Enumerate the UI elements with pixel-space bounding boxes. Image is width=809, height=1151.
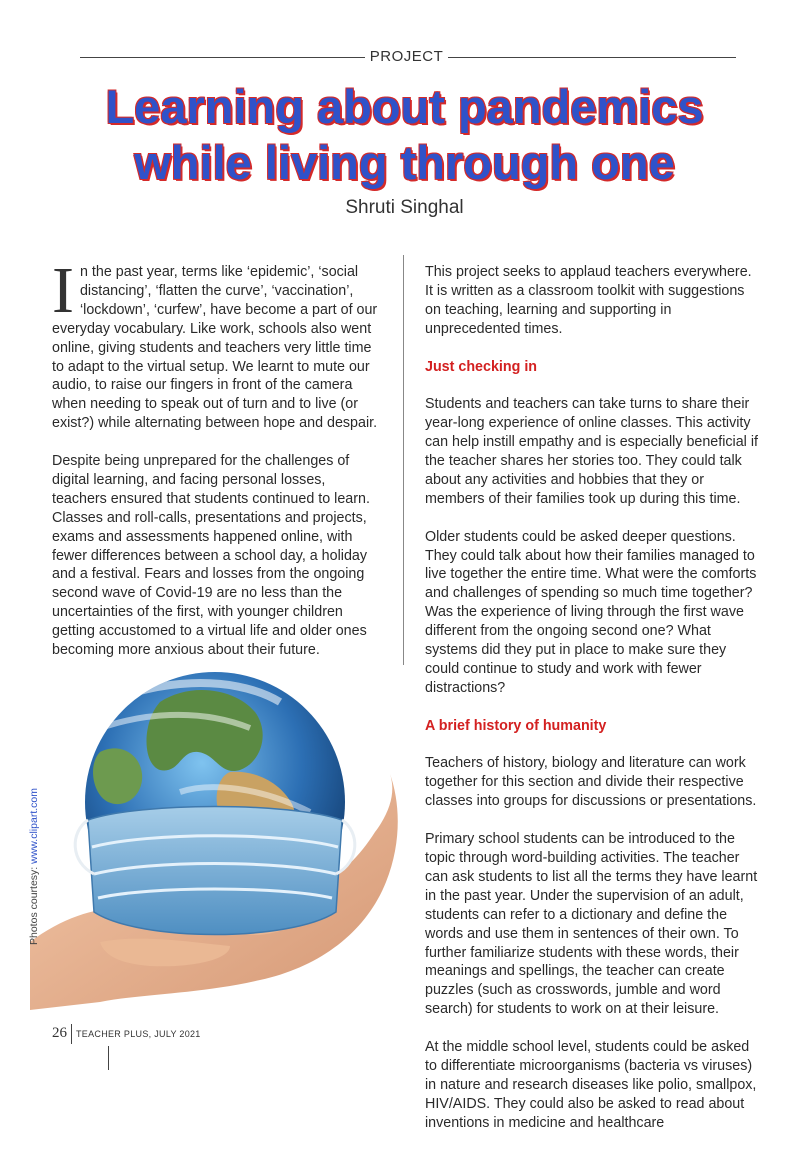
section-rule-left [80,57,365,58]
photo-credit-label: Photos courtesy: [28,866,40,945]
section1-paragraph-2: Older students could be asked deeper questions. They could talk about how their families managed to live together the entire time. What were the comforts and challenges of spending so much time together? Was the experience of living through the first wave different from the ongoing second one? What systems did they put in place to make sure they could continue to study and work with fewer distractions? [425,528,757,696]
intro-paragraph: This project seeks to applaud teachers everywhere. It is written as a classroom toolkit with suggestions on teaching, learning and supporting in unprecedented times. [425,264,752,337]
photo-credit-link[interactable]: www.clipart.com [28,788,40,864]
subheading-brief-history: A brief history of humanity [425,717,607,734]
subheading-just-checking-in: Just checking in [425,358,538,375]
section2-paragraph-2: Primary school students can be introduced to the topic through word-building activities. The teacher can ask students to list all the terms they have learnt in the past year. Under the supervision of an adult, students can refer to a dictionary and define the words and use them in sentences of their own. To further familiarize students with these words, their meanings and spellings, the teacher can create puzzles (such as crosswords, jumble and word search) for students to work on at their leisure. [425,831,758,1018]
left-column [52,254,378,679]
left-paragraph-2: Despite being unprepared for the challenges of digital learning, and facing personal losses, teachers ensured that students continued to learn. Classes and roll-calls, presentations and projects, exams and assessments happened online, with fewer differences between a school day, a holiday and a festival. Fears and losses from the ongoing second wave of Covid-19 are no less than the uncertainties of the first, with younger children getting accustomed to a virtual life and older ones becoming more anxious about their future. [52,453,370,659]
author-byline: Shruti Singhal [345,197,464,218]
drop-cap: I [52,254,74,327]
page-number: 26 [52,1025,67,1042]
footer-divider [71,1024,72,1044]
column-divider [403,255,404,665]
left-paragraph-1 [52,254,378,433]
magazine-name: TEACHER PLUS, JULY 2021 [76,1029,201,1040]
section1-paragraph-1: Students and teachers can take turns to share their year-long experience of online classes. This activity can help instill empathy and is especially beneficial if the teacher shares her stories too. They could talk about any activities and hobbies that they or members of their families took up during this time. [425,396,758,507]
page-footer [52,1024,201,1044]
right-column [425,263,761,1151]
article-headline [20,79,789,191]
section2-paragraph-3: At the middle school level, students could be asked to differentiate microorganisms (bacteria vs viruses) in nature and research diseases like polio, smallpox, HIV/AIDS. They could also be asked to read about inventions in medicine and healthcare [425,1039,757,1131]
section-label: PROJECT [369,48,444,65]
footer-tick [108,1046,109,1070]
face-mask [88,807,342,935]
headline-line-1: Learning about pandemics [105,80,704,133]
headline-line-2: while living through one [134,136,675,189]
section-rule-right [448,57,736,58]
photo-credit [28,788,40,945]
globe-mask-illustration [30,642,400,1010]
left-paragraph-1-text: n the past year, terms like ‘epidemic’, ‘social distancing’, ‘flatten the curve’, ‘vaccination’, ‘lockdown’, ‘curfew’, have become a part of our everyday vocabulary. Like work, schools also went online, giving students and teachers very little time to adapt to the virtual setup. We learnt to mute our audio, to raise our fingers in front of the camera when needing to speak out of turn and to live (or exist?) while alternating between hope and despair. [52,264,378,432]
section2-paragraph-1: Teachers of history, biology and literature can work together for this section and divide their respective classes into groups for discussions or presentations. [425,755,757,810]
